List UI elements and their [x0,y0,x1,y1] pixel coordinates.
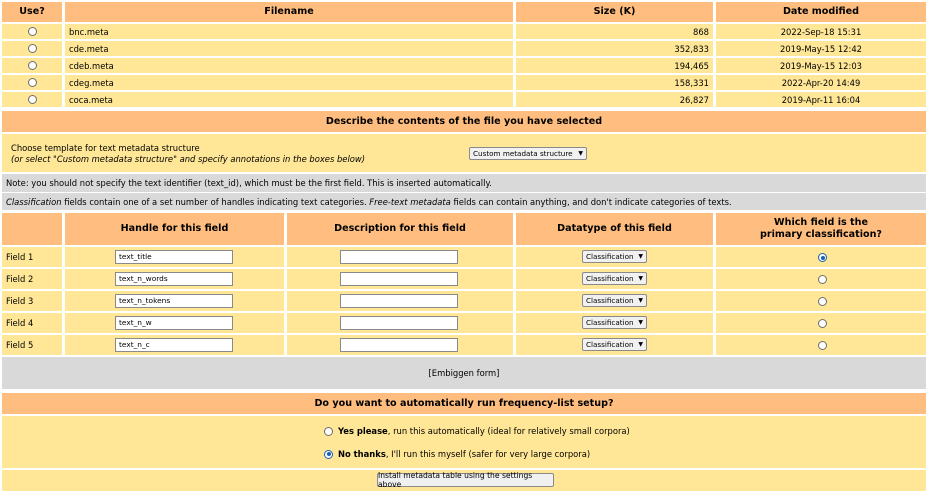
primary-cell [716,269,926,289]
table-row-filename: cde.meta [65,41,513,56]
template-select[interactable] [469,147,587,160]
table-row-date: 2019-Apr-11 16:04 [716,92,926,107]
datatype-value: Classification [586,318,634,327]
col-header-size: Size (K) [516,2,713,22]
datatype-cell [516,291,713,311]
note-field-types [2,193,926,210]
note-em-classification: Classification [6,196,62,207]
describe-heading: Describe the contents of the file you have selected [2,111,926,132]
col-header-datatype: Datatype of this field [516,213,713,245]
freq-yes-bold: Yes please [338,426,388,436]
table-row-date: 2022-Sep-18 15:31 [716,24,926,39]
handle-cell [65,335,284,355]
datatype-value: Classification [586,274,634,283]
freq-no-radio[interactable] [324,450,333,459]
freq-no-bold: No thanks [338,449,386,459]
handle-input[interactable]: text_n_words [115,272,233,286]
handle-input[interactable]: text_n_c [115,338,233,352]
table-row-date: 2022-Apr-20 14:49 [716,75,926,90]
col-header-use: Use? [2,2,62,22]
description-input[interactable] [340,272,458,286]
chevron-down-icon: ▼ [638,341,643,348]
table-row-date: 2019-May-15 12:42 [716,41,926,56]
datatype-select[interactable] [582,338,647,351]
file-radio[interactable] [28,61,37,70]
col-header-handle: Handle for this field [65,213,284,245]
primary-radio[interactable] [818,319,827,328]
field-label: Field 1 [2,247,62,267]
datatype-select[interactable] [582,294,647,307]
freq-option-yes[interactable] [324,426,630,436]
note-em-freetext: Free-text metadata [369,196,451,207]
freq-options [2,416,926,468]
table-row-use-cell [2,92,62,107]
template-label: Choose template for text metadata structure [11,143,200,153]
description-cell [287,335,513,355]
chevron-down-icon: ▼ [638,319,643,326]
handle-cell [65,313,284,333]
install-button[interactable]: Install metadata table using the settings above [377,473,554,487]
table-row-size: 868 [516,24,713,39]
datatype-value: Classification [586,252,634,261]
template-label-block [11,143,365,165]
note-mid: fields contain one of a set number of handles indicating text categories. [61,196,370,207]
description-cell [287,269,513,289]
primary-cell [716,335,926,355]
file-radio[interactable] [28,44,37,53]
note-identifier: Note: you should not specify the text identifier (text_id), which must be the first field. This is inserted automatically. [2,174,926,192]
embiggen-row [2,357,926,389]
datatype-value: Classification [586,340,634,349]
description-input[interactable] [340,338,458,352]
template-chooser-row [2,134,926,172]
handle-cell [65,291,284,311]
primary-cell [716,247,926,267]
embiggen-link[interactable]: [Embiggen form] [428,368,500,378]
table-row-filename: coca.meta [65,92,513,107]
col-header-description: Description for this field [287,213,513,245]
freq-yes-radio[interactable] [324,427,333,436]
handle-input[interactable]: text_n_w [115,316,233,330]
description-cell [287,313,513,333]
col-header-field-blank [2,213,62,245]
datatype-cell [516,313,713,333]
handle-cell [65,269,284,289]
template-hint: (or select "Custom metadata structure" and specify annotations in the boxes below) [11,154,366,164]
description-cell [287,291,513,311]
primary-header-line2: primary classification? [760,229,882,240]
handle-input[interactable]: text_n_tokens [115,294,233,308]
table-row-size: 352,833 [516,41,713,56]
install-row [2,470,926,491]
datatype-select[interactable] [582,316,647,329]
freq-yes-rest: , run this automatically (ideal for relatively small corpora) [387,426,630,436]
table-row-use-cell [2,58,62,73]
primary-radio[interactable] [818,341,827,350]
chevron-down-icon: ▼ [638,275,643,282]
col-header-filename: Filename [65,2,513,22]
template-select-value: Custom metadata structure [473,149,573,158]
primary-radio[interactable] [818,275,827,284]
datatype-cell [516,335,713,355]
description-input[interactable] [340,250,458,264]
table-row-date: 2019-May-15 12:03 [716,58,926,73]
col-header-primary [716,213,926,245]
chevron-down-icon: ▼ [578,150,583,157]
field-label: Field 5 [2,335,62,355]
table-row-filename: cdeg.meta [65,75,513,90]
datatype-value: Classification [586,296,634,305]
primary-cell [716,291,926,311]
primary-radio[interactable] [818,253,827,262]
file-radio[interactable] [28,78,37,87]
handle-cell [65,247,284,267]
freq-heading: Do you want to automatically run frequency-list setup? [2,393,926,414]
handle-input[interactable]: text_title [115,250,233,264]
description-input[interactable] [340,294,458,308]
file-radio[interactable] [28,27,37,36]
description-input[interactable] [340,316,458,330]
table-row-size: 194,465 [516,58,713,73]
table-row-size: 158,331 [516,75,713,90]
freq-option-no[interactable] [324,449,590,459]
primary-cell [716,313,926,333]
table-row-size: 26,827 [516,92,713,107]
datatype-cell [516,269,713,289]
table-row-use-cell [2,41,62,56]
datatype-select[interactable] [582,272,647,285]
datatype-cell [516,247,713,267]
table-row-use-cell [2,24,62,39]
primary-header-line1: Which field is the [774,217,868,229]
field-label: Field 2 [2,269,62,289]
field-label: Field 4 [2,313,62,333]
note-end: fields can contain anything, and don't indicate categories of texts. [450,196,732,207]
freq-no-rest: , I'll run this myself (safer for very large corpora) [385,449,591,459]
col-header-date: Date modified [716,2,926,22]
table-row-use-cell [2,75,62,90]
datatype-select[interactable] [582,250,647,263]
table-row-filename: cdeb.meta [65,58,513,73]
primary-radio[interactable] [818,297,827,306]
chevron-down-icon: ▼ [638,297,643,304]
description-cell [287,247,513,267]
table-row-filename: bnc.meta [65,24,513,39]
field-label: Field 3 [2,291,62,311]
chevron-down-icon: ▼ [638,253,643,260]
file-radio[interactable] [28,95,37,104]
